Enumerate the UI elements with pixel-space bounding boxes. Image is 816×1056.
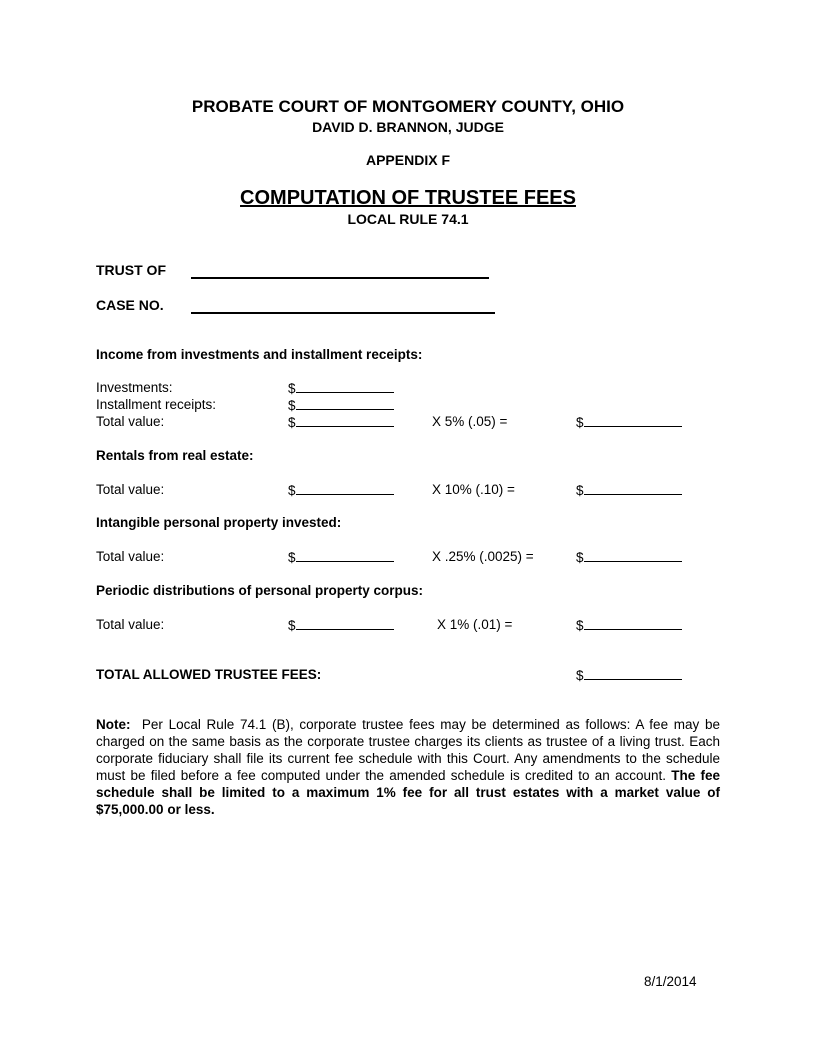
rentals-heading: Rentals from real estate: (96, 448, 254, 463)
intangible-rate: X .25% (.0025) = (432, 549, 534, 564)
note-body: Per Local Rule 74.1 (B), corporate trustee fees may be determined as follows: A fee may be charged on the same basis as the corporate trustee charges its clients as trustee of a living trust. Each corporate fiduciary shall file its current fee schedule with this Court. Any amendments to the schedule must be filed before a fee computed under the amended schedule is credited to an account. (96, 717, 720, 783)
fee-note (96, 716, 720, 818)
total-allowed-label: TOTAL ALLOWED TRUSTEE FEES: (96, 667, 322, 682)
income-fee-amount[interactable]: $ (576, 414, 682, 430)
intangible-fee-amount[interactable]: $ (576, 549, 682, 565)
installments-label: Installment receipts: (96, 397, 217, 412)
appendix-label: APPENDIX F (365, 152, 450, 168)
periodic-rate: X 1% (.01) = (437, 617, 513, 632)
income-total-amount[interactable]: $ (288, 414, 394, 430)
rentals-total-label: Total value: (96, 482, 165, 497)
rentals-total-amount[interactable]: $ (288, 482, 394, 498)
investments-amount[interactable]: $ (288, 380, 394, 396)
income-rate: X 5% (.05) = (432, 414, 508, 429)
income-total-label: Total value: (96, 414, 165, 429)
footer-date: 8/1/2014 (644, 974, 697, 989)
periodic-fee-amount[interactable]: $ (576, 617, 682, 633)
case-no-label: CASE NO. (96, 297, 164, 313)
periodic-total-label: Total value: (96, 617, 165, 632)
local-rule: LOCAL RULE 74.1 (347, 211, 469, 227)
trust-of-field[interactable] (191, 265, 489, 279)
case-no-field[interactable] (191, 300, 495, 314)
intangible-total-label: Total value: (96, 549, 165, 564)
judge-name: DAVID D. BRANNON, JUDGE (312, 119, 504, 135)
rentals-fee-amount[interactable]: $ (576, 482, 682, 498)
note-label: Note: (96, 717, 131, 732)
note-bold-text: The fee schedule shall be limited to a maximum 1% fee for all trust estates with a market value of $75,000.00 or less. (96, 768, 720, 817)
income-heading: Income from investments and installment receipts: (96, 347, 423, 362)
periodic-total-amount[interactable]: $ (288, 617, 394, 633)
court-name: PROBATE COURT OF MONTGOMERY COUNTY, OHIO (191, 97, 625, 116)
total-allowed-amount[interactable]: $ (576, 667, 682, 683)
periodic-heading: Periodic distributions of personal property corpus: (96, 583, 424, 598)
intangible-heading: Intangible personal property invested: (96, 515, 342, 530)
trust-of-label: TRUST OF (96, 262, 166, 278)
rentals-rate: X 10% (.10) = (432, 482, 515, 497)
investments-label: Investments: (96, 380, 173, 395)
intangible-total-amount[interactable]: $ (288, 549, 394, 565)
page-title: COMPUTATION OF TRUSTEE FEES (240, 187, 576, 209)
installments-amount[interactable]: $ (288, 397, 394, 413)
